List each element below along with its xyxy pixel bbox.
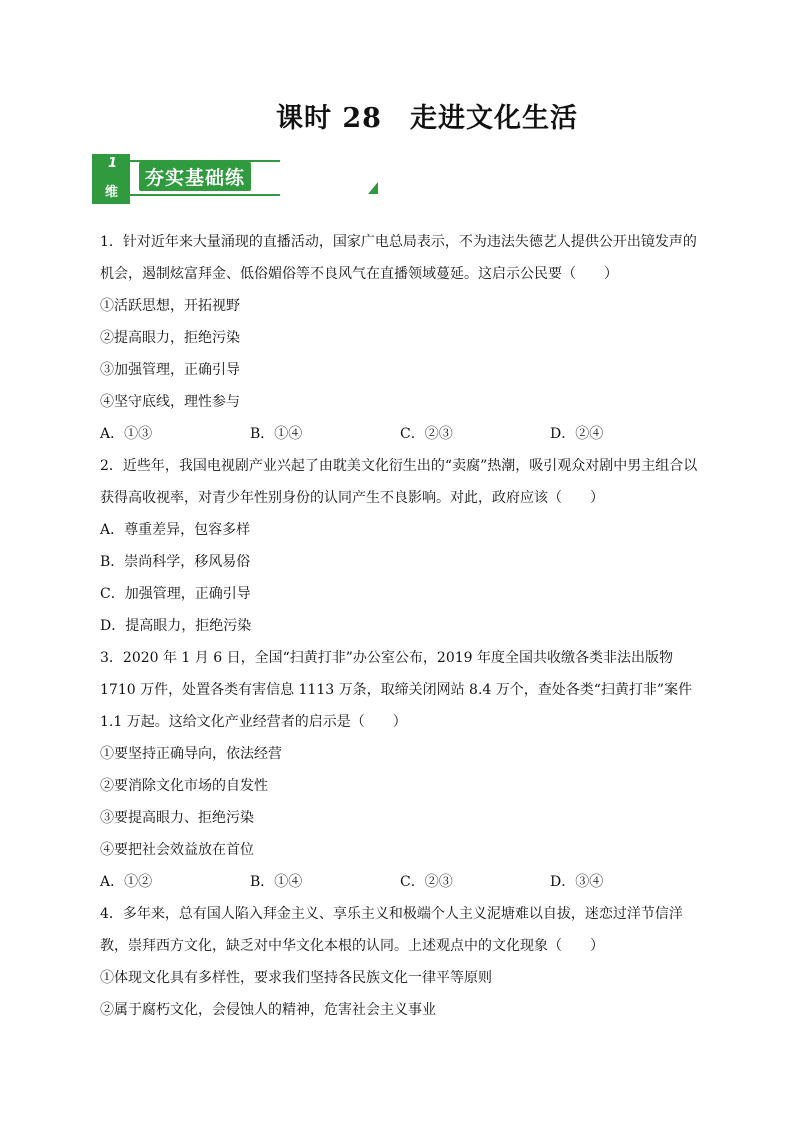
question-4: [100, 898, 700, 1026]
choice-d[interactable]: D．②④: [550, 426, 604, 442]
choice-a[interactable]: A．①②: [100, 874, 153, 890]
question-stem: 4．多年来，总有国人陷入拜金主义、享乐主义和极端个人主义泥塘难以自拔，迷恋过洋节信洋教，崇拜西方文化，缺乏对中华文化本根的认同。上述观点中的文化现象（ ）: [100, 906, 683, 954]
question-option: ③加强管理，正确引导: [100, 362, 240, 378]
choice-b[interactable]: B．崇尚科学，移风易俗: [100, 554, 251, 570]
question-stem: 2．近些年，我国电视剧产业兴起了由耽美文化衍生出的“卖腐”热潮，吸引观众对剧中男主组合以获得高收视率，对青少年性别身份的认同产生不良影响。对此，政府应该（ ）: [100, 458, 698, 506]
question-option: ②要消除文化市场的自发性: [100, 778, 268, 794]
choice-c[interactable]: C．②③: [400, 874, 453, 890]
question-stem: 1．针对近年来大量涌现的直播活动，国家广电总局表示，不为违法失德艺人提供公开出镜发声的机会，遏制炫富拜金、低俗媚俗等不良风气在直播领域蔓延。这启示公民要（ ）: [100, 234, 697, 282]
answer-choices: [100, 866, 700, 898]
banner-number: 1: [108, 156, 118, 171]
question-option: ④要把社会效益放在首位: [100, 842, 254, 858]
question-option: ①活跃思想，开拓视野: [100, 298, 240, 314]
choice-d[interactable]: D．提高眼力，拒绝污染: [100, 618, 252, 634]
choice-b[interactable]: B．①④: [250, 426, 303, 442]
choice-d[interactable]: D．③④: [550, 874, 604, 890]
choice-c[interactable]: C．加强管理，正确引导: [100, 586, 251, 602]
section-banner: [92, 154, 288, 204]
question-3: [100, 642, 700, 898]
question-option: ②提高眼力，拒绝污染: [100, 330, 240, 346]
choice-c[interactable]: C．②③: [400, 426, 453, 442]
question-option: ①要坚持正确导向，依法经营: [100, 746, 282, 762]
title-lesson-number: 课时 28: [276, 103, 382, 134]
question-option: ②属于腐朽文化，会侵蚀人的精神，危害社会主义事业: [100, 1002, 436, 1018]
question-2: [100, 450, 700, 642]
answer-choices: [100, 418, 700, 450]
banner-badge: [92, 154, 130, 204]
question-1: [100, 226, 700, 450]
banner-label: 夯实基础练: [139, 162, 251, 191]
page-title: [0, 96, 794, 135]
banner-dimension: 维: [105, 185, 119, 200]
title-lesson-name: 走进文化生活: [409, 103, 578, 134]
question-option: ③要提高眼力、拒绝污染: [100, 810, 254, 826]
question-list: [100, 226, 700, 1026]
choice-b[interactable]: B．①④: [250, 874, 303, 890]
choice-a[interactable]: A．尊重差异，包容多样: [100, 522, 251, 538]
question-stem: 3．2020 年 1 月 6 日，全国“扫黄打非”办公室公布，2019 年度全国共收缴各类非法出版物 1710 万件，处置各类有害信息 1113 万条，取缔关闭网站 8.4 万个，查处各类“扫黄打非”案件 1.1 万起。这给文化产业经营者的启示是（ ）: [100, 650, 693, 730]
banner-corner-icon: [368, 182, 378, 194]
choice-a[interactable]: A．①③: [100, 426, 153, 442]
question-option: ④坚守底线，理性参与: [100, 394, 240, 410]
question-option: ①体现文化具有多样性，要求我们坚持各民族文化一律平等原则: [100, 970, 492, 986]
